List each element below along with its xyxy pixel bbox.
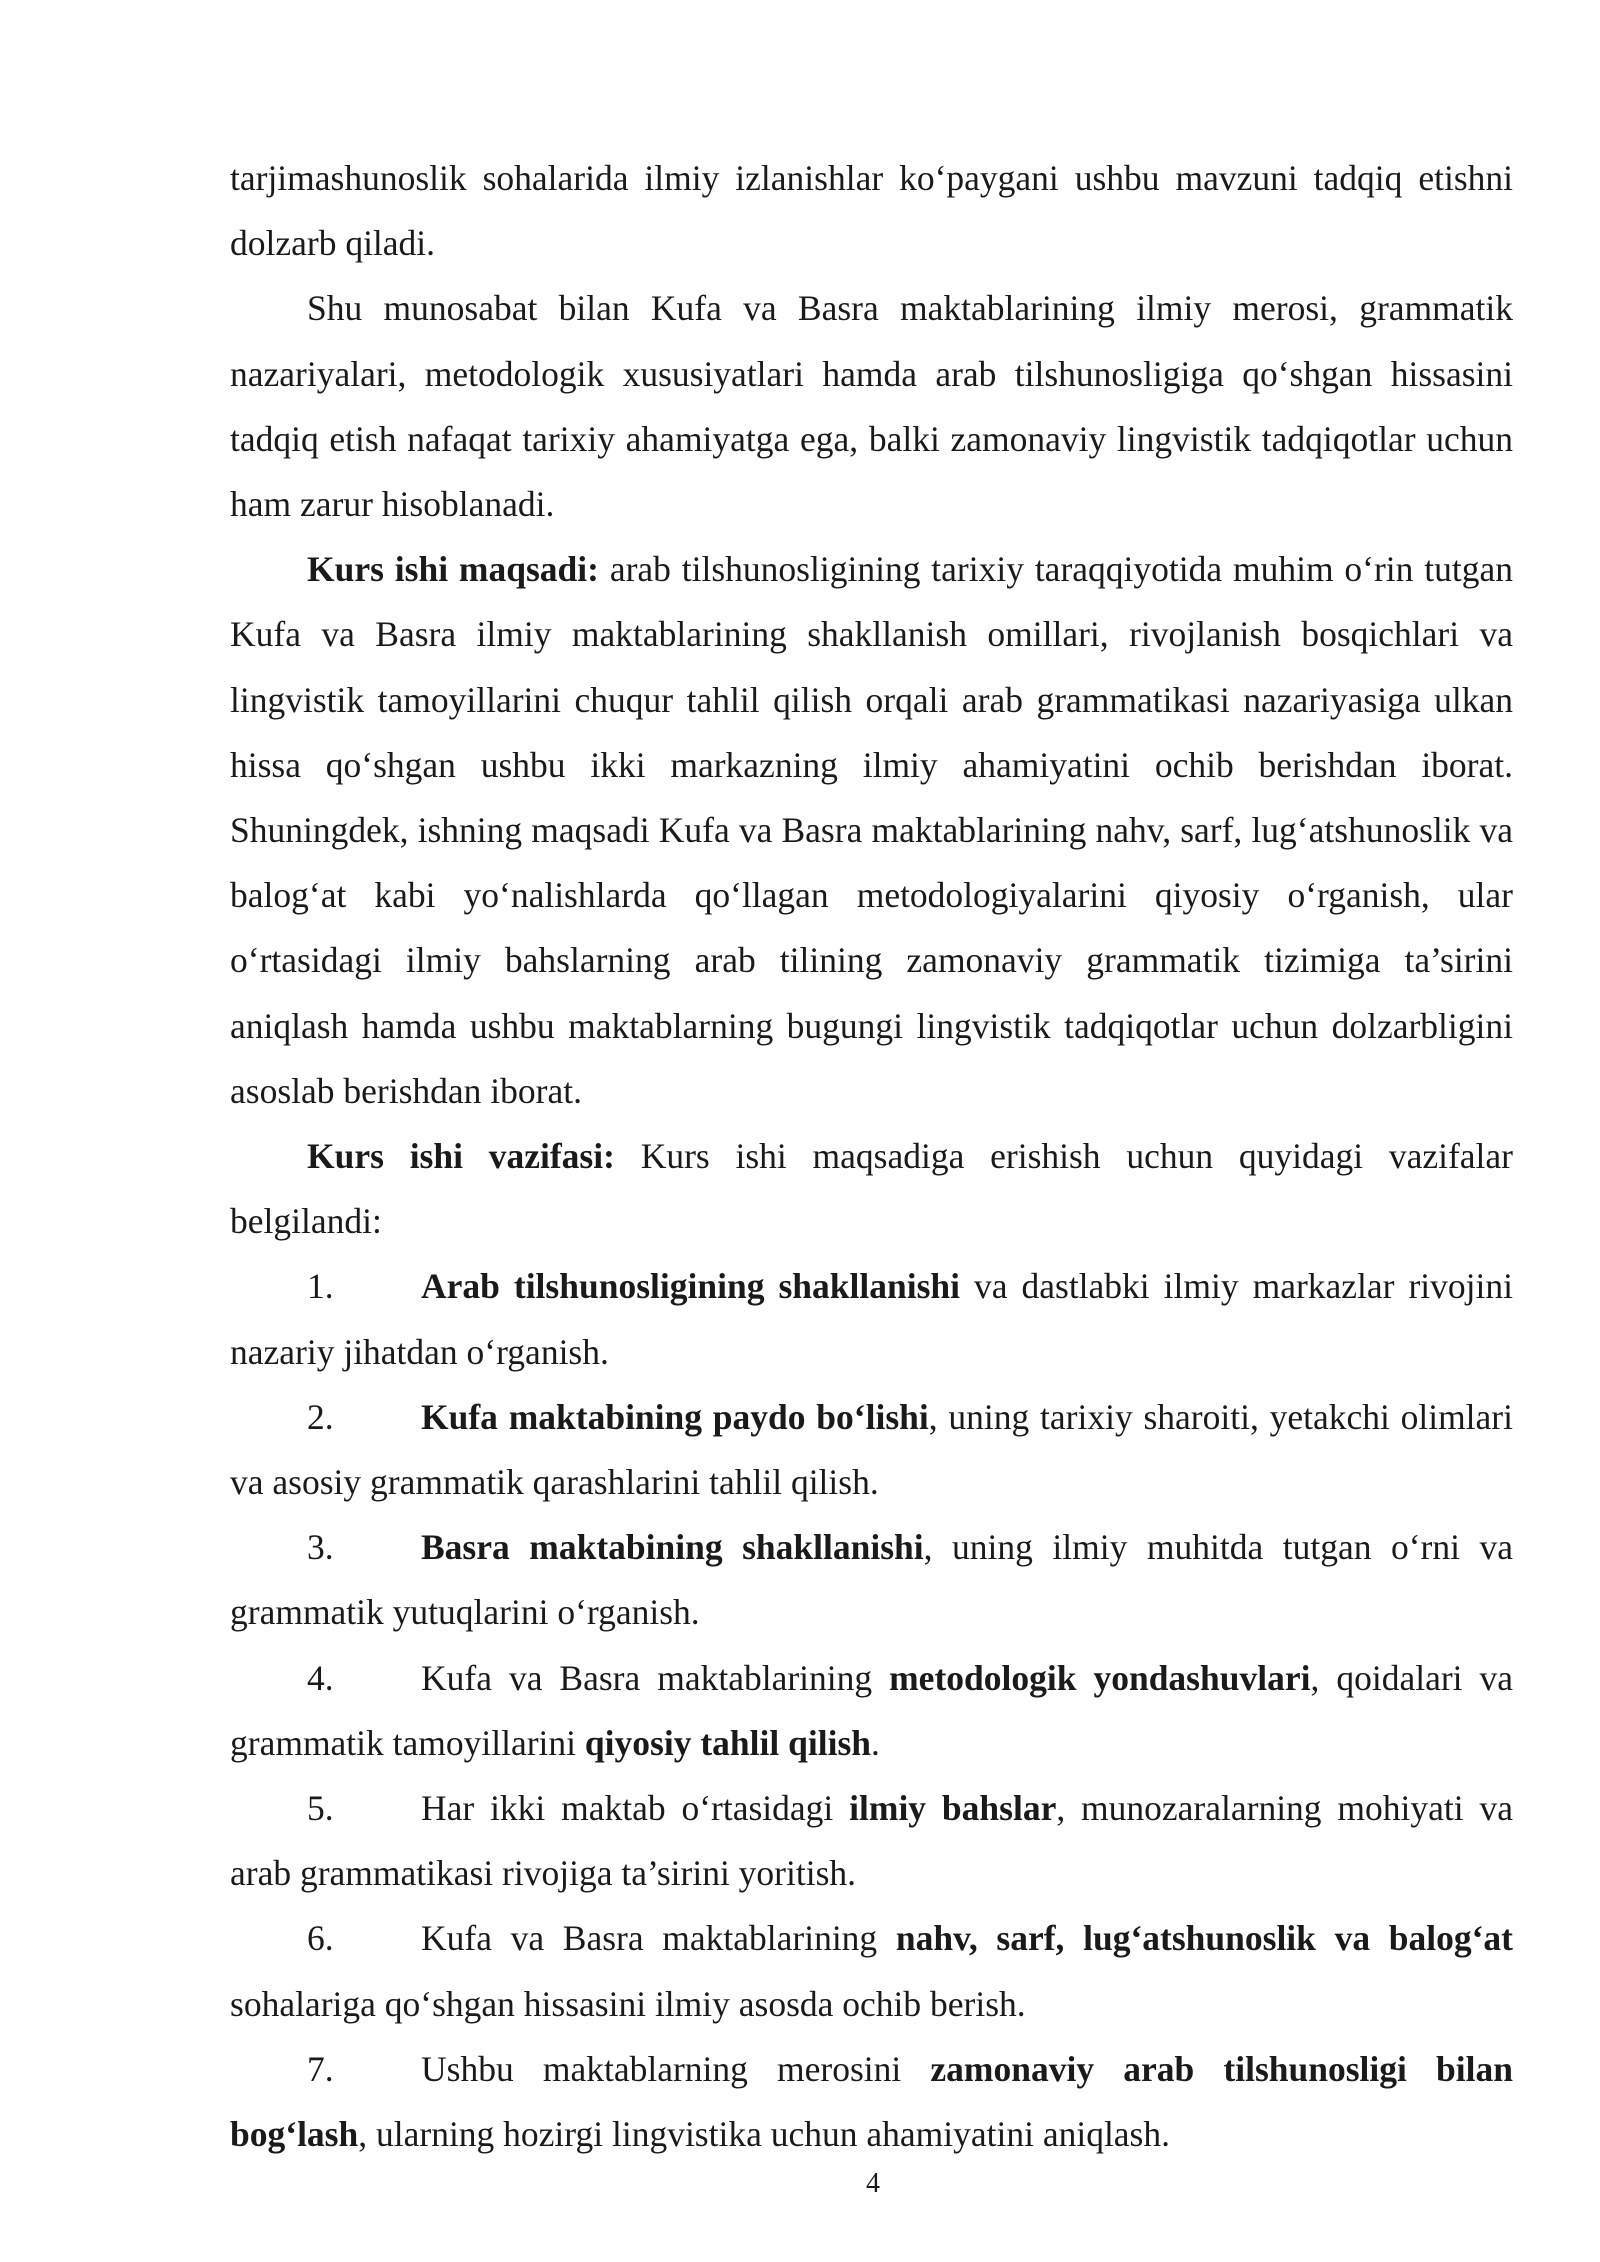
task-text: Har ikki maktab o‘rtasidagi [421, 1788, 850, 1829]
task-item-6 [230, 1906, 1513, 2036]
task-number: 4. [307, 1657, 334, 1698]
task-emphasis: zamonaviy arab tilshunosligi bilan bog‘lash [230, 2048, 1513, 2155]
task-item-2 [230, 1385, 1513, 1515]
task-item-7 [230, 2037, 1513, 2167]
task-text: Kufa va Basra maktablarining [421, 1657, 890, 1698]
task-text: , ularning hozirgi lingvistika uchun ahamiyatini aniqlash. [358, 2114, 1171, 2155]
task-number: 1. [307, 1266, 334, 1307]
task-text: , uning tarixiy sharoiti, yetakchi olimlari va asosiy grammatik qarashlarini tahlil qilish. [230, 1396, 1513, 1503]
task-item-1 [230, 1254, 1513, 1384]
task-number: 5. [307, 1788, 334, 1829]
task-number: 7. [307, 2048, 334, 2089]
goal-text: arab tilshunosligining tarixiy taraqqiyotida muhim o‘rin tutgan Kufa va Basra ilmiy maktablarining shakllanish omillari, rivojlanish bosqichlari va lingvistik tamoyillarini chuqur tahlil qilish orqali arab grammatikasi nazariyasiga ulkan hissa qo‘shgan ushbu ikki markazning ilmiy ahamiyatini ochib berishdan iborat. Shuningdek, ishning maqsadi Kufa va Basra maktablarining nahv, sarf, lug‘atshunoslik va balog‘at kabi yo‘nalishlarda qo‘llagan metodologiyalarini qiyosiy o‘rganish, ular o‘rtasidagi ilmiy bahslarning arab tilining zamonaviy grammatik tizimiga ta’sirini aniqlash hamda ushbu maktablarning bugungi lingvistik tadqiqotlar uchun dolzarbligini asoslab berishdan iborat. [230, 549, 1513, 1111]
task-text: Ushbu maktablarning merosini [421, 2048, 931, 2089]
task-text: Kufa va Basra maktablarining [421, 1918, 896, 1959]
task-text: . [871, 1722, 880, 1763]
paragraph-rationale: Shu munosabat bilan Kufa va Basra maktablarining ilmiy merosi, grammatik nazariyalari, metodologik xususiyatlari hamda arab tilshunosligiga qo‘shgan hissasini tadqiq etish nafaqat tarixiy ahamiyatga ega, balki zamonaviy lingvistik tadqiqotlar uchun ham zarur hisoblanadi. [230, 288, 1513, 525]
task-item-5 [230, 1776, 1513, 1906]
task-text: sohalariga qo‘shgan hissasini ilmiy asosda ochib berish. [230, 1983, 1026, 2024]
task-text: , uning ilmiy muhitda tutgan o‘rni va grammatik yutuqlarini o‘rganish. [230, 1527, 1513, 1633]
page-number: 4 [866, 2168, 880, 2199]
page-body [230, 146, 1513, 2167]
task-number: 2. [307, 1396, 334, 1437]
task-item-4 [230, 1646, 1513, 1776]
paragraph-goal [230, 537, 1513, 1124]
task-emphasis: nahv, sarf, lug‘atshunoslik va balog‘at [895, 1918, 1513, 1959]
paragraph-continuation: tarjimashunoslik sohalarida ilmiy izlanishlar ko‘paygani ushbu mavzuni tadqiq etishni dolzarb qiladi. [230, 158, 1513, 264]
task-item-3 [230, 1515, 1513, 1645]
task-emphasis: ilmiy bahslar [849, 1788, 1057, 1829]
task-emphasis: Basra maktabining shakllanishi [421, 1527, 924, 1568]
task-emphasis: metodologik yondashuvlari [889, 1657, 1311, 1698]
task-text: va dastlabki ilmiy markazlar rivojini nazariy jihatdan o‘rganish. [230, 1266, 1513, 1372]
goal-label: Kurs ishi maqsadi: [307, 549, 599, 590]
task-emphasis: qiyosiy tahlil qilish [584, 1722, 872, 1763]
task-text: , munozaralarning mohiyati va arab grammatikasi rivojiga ta’sirini yoritish. [230, 1788, 1513, 1894]
task-label: Kurs ishi vazifasi: [307, 1136, 615, 1177]
task-number: 3. [307, 1527, 334, 1568]
paragraph-tasks-intro [230, 1124, 1513, 1254]
task-emphasis: Kufa maktabining paydo bo‘lishi [421, 1396, 929, 1437]
task-number: 6. [307, 1918, 334, 1959]
task-emphasis: Arab tilshunosligining shakllanishi [421, 1266, 961, 1307]
task-text: , qoidalari va grammatik tamoyillarini [230, 1657, 1513, 1763]
task-intro-text: Kurs ishi maqsadiga erishish uchun quyidagi vazifalar belgilandi: [230, 1136, 1513, 1242]
